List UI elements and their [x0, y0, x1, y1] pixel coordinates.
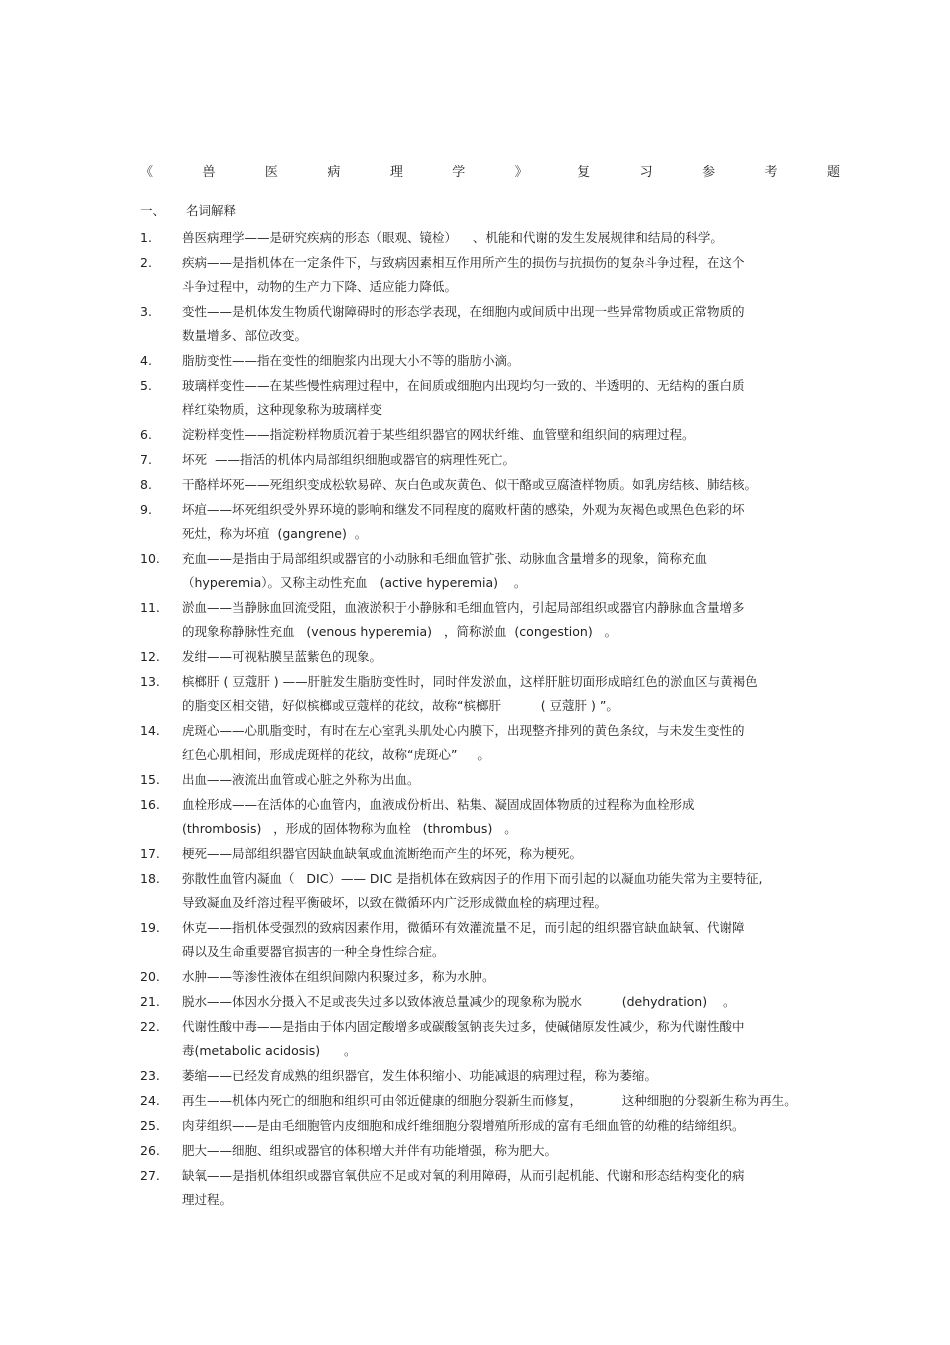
- item-number: 22.: [140, 1019, 160, 1034]
- item-number: 26.: [140, 1143, 160, 1158]
- item-line: 弥散性血管内凝血（ DIC）—— DIC 是指机体在致病因子的作用下而引起的以凝血功能失常为主要特征,: [182, 871, 763, 886]
- title-char: 考: [764, 165, 778, 180]
- list-item: [140, 670, 830, 718]
- item-line: 槟榔肝 ( 豆蔻肝 ) ——肝脏发生脂肪变性时，同时伴发淤血，这样肝脏切面形成暗红色的淤血区与黄褐色: [182, 674, 758, 689]
- item-line: 斗争过程中，动物的生产力下降、适应能力降低。: [182, 279, 458, 294]
- item-text: [182, 990, 830, 1014]
- item-number: 12.: [140, 649, 160, 664]
- title-char: 兽: [202, 165, 216, 180]
- title-char: 学: [452, 165, 466, 180]
- item-text: [182, 719, 830, 767]
- item-line: 再生——机体内死亡的细胞和组织可由邻近健康的细胞分裂新生而修复， 这种细胞的分裂新生称为再生。: [182, 1093, 797, 1108]
- item-line: (thrombosis) ，形成的固体物称为血栓 (thrombus) 。: [182, 821, 517, 836]
- title-char: 复: [577, 165, 591, 180]
- item-line: 导致凝血及纤溶过程平衡破坏，以致在微循环内广泛形成微血栓的病理过程。: [182, 895, 608, 910]
- list-item: [140, 547, 830, 595]
- list-item: [140, 596, 830, 644]
- item-line: 碍以及生命重要器官损害的一种全身性综合症。: [182, 944, 445, 959]
- item-line: 理过程。: [182, 1192, 233, 1207]
- item-line: 肉芽组织——是由毛细胞管内皮细胞和成纤维细胞分裂增殖所形成的富有毛细血管的幼稚的结缔组织。: [182, 1118, 745, 1133]
- item-text: [182, 916, 830, 964]
- title-char: 医: [264, 165, 278, 180]
- item-line: 脂肪变性——指在变性的细胞浆内出现大小不等的脂肪小滴。: [182, 353, 520, 368]
- item-text: [182, 596, 830, 644]
- title-char: 病: [327, 165, 341, 180]
- item-line: 水肿——等渗性液体在组织间隙内积聚过多，称为水肿。: [182, 969, 495, 984]
- item-number: 20.: [140, 969, 160, 984]
- list-item: [140, 645, 830, 669]
- list-item: [140, 423, 830, 447]
- item-line: 缺氧——是指机体组织或器官氧供应不足或对氧的利用障碍，从而引起机能、代谢和形态结构变化的病: [182, 1168, 745, 1183]
- item-line: 萎缩——已经发育成熟的组织器官，发生体积缩小、功能减退的病理过程，称为萎缩。: [182, 1068, 658, 1083]
- item-number: 13.: [140, 674, 160, 689]
- item-number: 17.: [140, 846, 160, 861]
- item-number: 8.: [140, 477, 152, 492]
- list-item: [140, 1164, 830, 1212]
- item-text: [182, 670, 830, 718]
- item-text: [182, 498, 830, 546]
- item-line: 坏疽——坏死组织受外界环境的影响和继发不同程度的腐败杆菌的感染，外观为灰褐色或黑色色彩的坏: [182, 502, 745, 517]
- list-item: [140, 498, 830, 546]
- item-text: [182, 1015, 830, 1063]
- item-text: [182, 300, 830, 348]
- item-line: 充血——是指由于局部组织或器官的小动脉和毛细血管扩张、动脉血含量增多的现象，简称充血: [182, 551, 708, 566]
- item-number: 5.: [140, 378, 152, 393]
- item-line: 的现象称静脉性充血 (venous hyperemia) ，简称淤血 (congestion) 。: [182, 624, 618, 639]
- item-text: [182, 1164, 830, 1212]
- item-text: [182, 423, 830, 447]
- item-number: 23.: [140, 1068, 160, 1083]
- item-number: 2.: [140, 255, 152, 270]
- item-text: [182, 965, 830, 989]
- item-line: 出血——液流出血管或心脏之外称为出血。: [182, 772, 420, 787]
- item-text: [182, 1064, 830, 1088]
- item-line: 虎斑心——心肌脂变时，有时在左心室乳头肌处心内膜下，出现整齐排列的黄色条纹，与未发生变性的: [182, 723, 745, 738]
- list-item: [140, 1114, 830, 1138]
- list-item: [140, 1139, 830, 1163]
- item-number: 7.: [140, 452, 152, 467]
- list-item: [140, 768, 830, 792]
- item-text: [182, 1089, 830, 1113]
- item-number: 4.: [140, 353, 152, 368]
- item-text: [182, 226, 830, 250]
- item-line: 兽医病理学——是研究疾病的形态（眼观、镜检） 、机能和代谢的发生发展规律和结局的科学。: [182, 230, 723, 245]
- item-number: 11.: [140, 600, 160, 615]
- item-line: 代谢性酸中毒——是指由于体内固定酸增多或碳酸氢钠丧失过多，使碱储原发性减少，称为代谢性酸中: [182, 1019, 745, 1034]
- list-item: [140, 374, 830, 422]
- item-line: 样红染物质，这种现象称为玻璃样变: [182, 402, 383, 417]
- item-line: 数量增多、部位改变。: [182, 328, 308, 343]
- list-item: [140, 1089, 830, 1113]
- item-line: 淀粉样变性——指淀粉样物质沉着于某些组织器官的网状纤维、血管壁和组织间的病理过程。: [182, 427, 695, 442]
- term-list: [140, 226, 830, 1212]
- item-text: [182, 374, 830, 422]
- section-number: 一、: [140, 203, 166, 218]
- item-number: 6.: [140, 427, 152, 442]
- item-text: [182, 1139, 830, 1163]
- item-text: [182, 473, 830, 497]
- item-line: 血栓形成——在活体的心血管内，血液成份析出、粘集、凝固成固体物质的过程称为血栓形成: [182, 797, 695, 812]
- item-number: 27.: [140, 1168, 160, 1183]
- item-number: 25.: [140, 1118, 160, 1133]
- item-number: 19.: [140, 920, 160, 935]
- item-text: [182, 251, 830, 299]
- item-line: 淤血——当静脉血回流受阻，血液淤积于小静脉和毛细血管内，引起局部组织或器官内静脉血含量增多: [182, 600, 745, 615]
- item-number: 9.: [140, 502, 152, 517]
- list-item: [140, 719, 830, 767]
- item-number: 18.: [140, 871, 160, 886]
- title-char: 习: [639, 165, 653, 180]
- title-char: 参: [702, 165, 716, 180]
- title-char: 题: [826, 165, 840, 180]
- item-text: [182, 645, 830, 669]
- list-item: [140, 1064, 830, 1088]
- item-text: [182, 448, 830, 472]
- list-item: [140, 349, 830, 373]
- item-line: 干酪样坏死——死组织变成松软易碎、灰白色或灰黄色、似干酪或豆腐渣样物质。如乳房结核、肺结核。: [182, 477, 758, 492]
- item-text: [182, 842, 830, 866]
- item-text: [182, 349, 830, 373]
- section-heading: [140, 201, 236, 219]
- item-number: 14.: [140, 723, 160, 738]
- list-item: [140, 916, 830, 964]
- list-item: [140, 990, 830, 1014]
- item-line: 休克——指机体受强烈的致病因素作用，微循环有效灌流量不足，而引起的组织器官缺血缺氧、代谢障: [182, 920, 745, 935]
- item-line: 的脂变区相交错，好似槟榔或豆蔻样的花纹，故称“槟榔肝 ( 豆蔻肝 ) ”。: [182, 698, 619, 713]
- item-number: 1.: [140, 230, 152, 245]
- item-line: 红色心肌相间，形成虎斑样的花纹，故称“虎斑心” 。: [182, 747, 490, 762]
- list-item: [140, 1015, 830, 1063]
- list-item: [140, 251, 830, 299]
- list-item: [140, 793, 830, 841]
- item-line: 梗死——局部组织器官因缺血缺氧或血流断绝而产生的坏死，称为梗死。: [182, 846, 583, 861]
- item-line: 坏死 ——指活的机体内局部组织细胞或器官的病理性死亡。: [182, 452, 515, 467]
- item-number: 15.: [140, 772, 160, 787]
- title-char: 理: [389, 165, 403, 180]
- document-title: [140, 161, 840, 180]
- item-number: 16.: [140, 797, 160, 812]
- section-label: 名词解释: [185, 203, 236, 218]
- item-text: [182, 793, 830, 841]
- list-item: [140, 448, 830, 472]
- item-line: 玻璃样变性——在某些慢性病理过程中，在间质或细胞内出现均匀一致的、半透明的、无结构的蛋白质: [182, 378, 745, 393]
- item-line: 死灶，称为坏疽 (gangrene) 。: [182, 526, 368, 541]
- item-text: [182, 768, 830, 792]
- item-number: 3.: [140, 304, 152, 319]
- item-text: [182, 867, 830, 915]
- item-line: 脱水——体因水分摄入不足或丧失过多以致体液总量减少的现象称为脱水 (dehydration) 。: [182, 994, 736, 1009]
- list-item: [140, 300, 830, 348]
- item-number: 24.: [140, 1093, 160, 1108]
- item-number: 10.: [140, 551, 160, 566]
- item-line: （hyperemia）。又称主动性充血 (active hyperemia) 。: [182, 575, 527, 590]
- item-line: 毒(metabolic acidosis) 。: [182, 1043, 357, 1058]
- title-char: 《: [140, 165, 154, 180]
- item-line: 肥大——细胞、组织或器官的体积增大并伴有功能增强，称为肥大。: [182, 1143, 558, 1158]
- list-item: [140, 842, 830, 866]
- list-item: [140, 965, 830, 989]
- item-line: 变性——是机体发生物质代谢障碍时的形态学表现，在细胞内或间质中出现一些异常物质或正常物质的: [182, 304, 745, 319]
- item-text: [182, 547, 830, 595]
- item-number: 21.: [140, 994, 160, 1009]
- item-line: 疾病——是指机体在一定条件下，与致病因素相互作用所产生的损伤与抗损伤的复杂斗争过程，在这个: [182, 255, 745, 270]
- item-text: [182, 1114, 830, 1138]
- list-item: [140, 473, 830, 497]
- item-line: 发绀——可视粘膜呈蓝紫色的现象。: [182, 649, 383, 664]
- title-char: 》: [514, 165, 528, 180]
- list-item: [140, 867, 830, 915]
- list-item: [140, 226, 830, 250]
